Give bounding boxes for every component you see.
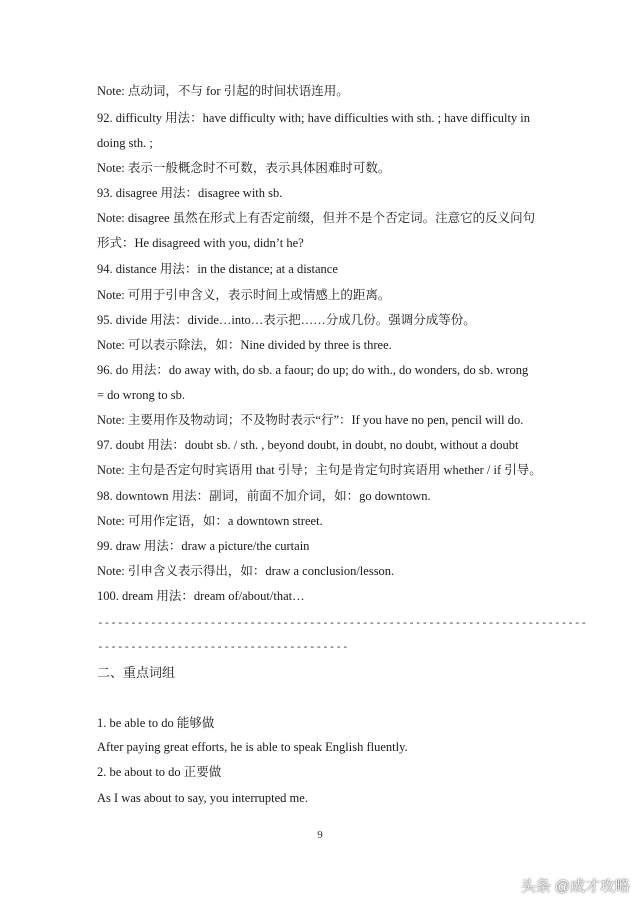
entry-line: 96. do 用法：do away with, do sb. a faour; do up; do with., do wonders, do sb. wrong [97,363,529,377]
section-heading: 二、重点词组 [97,665,176,680]
entry-continuation-line: = do wrong to sb. [97,388,185,402]
entry-line: 92. difficulty 用法：have difficulty with; have difficulties with sth. ; have difficulty in [97,111,531,125]
separator-line: -------------------------------------- [97,640,349,653]
phrase-line: 2. be about to do 正要做 [97,765,222,779]
entry-line: 100. dream 用法：dream of/about/that… [97,589,305,603]
note-line: Note: 主要用作及物动词；不及物时表示“行”：If you have no pen, pencil will do. [97,413,524,427]
note-line: Note: 可用于引申含义，表示时间上或情感上的距离。 [97,288,391,302]
note-line: Note: 可用作定语，如：a downtown street. [97,514,323,528]
note-line: Note: 可以表示除法，如：Nine divided by three is three. [97,338,392,352]
example-sentence: After paying great efforts, he is able to speak English fluently. [97,740,408,754]
note-line: Note: 表示一般概念时不可数，表示具体困难时可数。 [97,161,391,175]
entry-line: 98. downtown 用法：副词，前面不加介词，如：go downtown. [97,489,431,503]
note-line: Note: disagree 虽然在形式上有否定前缀，但并不是个否定词。注意它的反义问句 [97,211,536,225]
note-line: Note: 引申含义表示得出，如：draw a conclusion/lesson. [97,564,395,578]
entry-line: 99. draw 用法：draw a picture/the curtain [97,539,310,553]
entry-continuation-line: doing sth. ; [97,136,153,150]
page-number: 9 [317,829,323,841]
note-continuation-line: 形式：He disagreed with you, didn’t he? [97,236,304,250]
phrase-line: 1. be able to do 能够做 [97,716,215,730]
note-line: Note: 主句是否定句时宾语用 that 引导；主句是肯定句时宾语用 whether / if 引导。 [97,463,542,477]
separator-line: -------------------------------------------------------------------------- [97,616,588,629]
entry-line: 97. doubt 用法：doubt sb. / sth. , beyond doubt, in doubt, no doubt, without a doubt [97,438,519,452]
entry-line: 93. disagree 用法：disagree with sb. [97,186,283,200]
entry-line: 95. divide 用法：divide…into…表示把……分成几份。强调分成等份。 [97,313,476,327]
note-line: Note: 点动词，不与 for 引起的时间状语连用。 [97,84,349,98]
entry-line: 94. distance 用法：in the distance; at a distance [97,262,338,276]
watermark: 头条 @成才攻略 [520,878,630,895]
example-sentence: As I was about to say, you interrupted me. [97,791,308,805]
